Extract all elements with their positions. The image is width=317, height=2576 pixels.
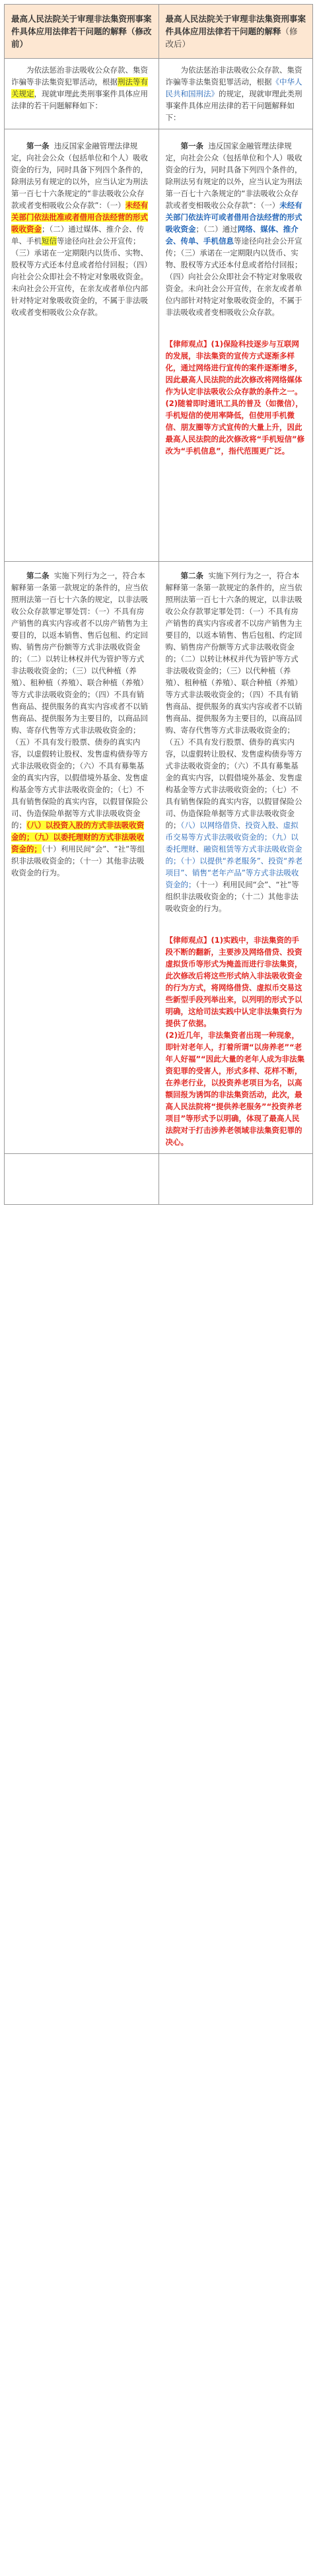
article-1-right-spacer bbox=[166, 457, 306, 556]
article-1-right-heading: 第一条 bbox=[180, 141, 203, 151]
intro-left-text: 为依法惩治非法吸收公众存款、集资诈骗等非法集资犯罪活动，根据 bbox=[11, 65, 148, 86]
intro-left-text-tail: ，现就审理此类刑事案件具体应用法律的若干问题解释如下： bbox=[11, 89, 148, 110]
trailing-left bbox=[5, 1154, 159, 1205]
article-1-left-highlight-2: 短信 bbox=[42, 236, 57, 246]
comparison-table bbox=[4, 4, 313, 1205]
intro-right bbox=[158, 59, 313, 129]
header-left-title: 最高人民法院关于审理非法集资刑事案件具体应用法律若干问题的解释（修改前） bbox=[11, 14, 152, 49]
header-right-title: 最高人民法院关于审理非法集资刑事案件具体应用法律若干问题的解释 bbox=[165, 14, 306, 36]
article-2-right-heading: 第二条 bbox=[180, 571, 203, 580]
intro-row bbox=[5, 59, 313, 129]
article-2-left-text-2: （十）利用民间“会”、“社”等组织非法吸收资金的；（十一）其他非法吸收资金的行为。 bbox=[11, 844, 145, 877]
intro-right-text-tail: 的规定，现就审理此类刑事案件具体应用法律的若干问题解释如下： bbox=[165, 89, 302, 122]
article-1-left-text-3: 等途径向社会公开宣传；（三）承诺在一定期限内以货币、实物、股权等方式还本付息或者给付回报；（四）向社会公众即社会不特定对象吸收资金。未向社会公开宣传，在亲友或者单位内部针对特定对象吸收资金的，不属于非法吸收或者变相吸收公众存款。 bbox=[11, 236, 148, 317]
article-2-left-text: 实施下列行为之一，符合本解释第一条第一款规定的条件的，应当依照刑法第一百七十六条的规定，以非法吸收公众存款罪定罪处罚：（一）不具有房产销售的真实内容或者不以房产销售为主要目的，以返本销售、售后包租、约定回购、销售房产份额等方式非法吸收资金的；（二）以转让林权并代为管护等方式非法吸收资金的；（三）以代种植（养殖）、租种植（养殖）、联合种植（养殖）等方式非法吸收资金的；（四）不具有销售商品、提供服务的真实内容或者不以销售商品、提供服务为主要目的，以商品回购、寄存代售等方式非法吸收资金的；（五）不具有发行股票、债券的真实内容，以虚假转让股权、发售虚构债券等方式非法吸收资金的；（六）不具有募集基金的真实内容，以假借境外基金、发售虚构基金等方式非法吸收资金的；（七）不具有销售保险的真实内容，以假冒保险公司、伪造保险单据等方式非法吸收资金的； bbox=[11, 571, 148, 830]
intro-left bbox=[5, 59, 159, 129]
article-1-row bbox=[5, 129, 313, 562]
article-1-right bbox=[158, 129, 313, 562]
article-2-row bbox=[5, 562, 313, 1154]
article-1-right-change-2: 网络、媒体、推介会、传单、手机信息 bbox=[165, 224, 299, 246]
article-1-right-text: 违反国家金融管理法律规定，向社会公众（包括单位和个人）吸收资金的行为，同时具备下列四个条件的，除刑法另有规定的以外，应当认定为刑法第一百七十六条规定的“非法吸收公众存款或者变相吸收公众存款”：（一） bbox=[165, 141, 302, 210]
article-2-lawyer-note-2: (2)近几年，非法集资者出现一种现象，即针对老年人，打着所谓“以房养老”“老年人好福”“因此大量的老年人成为非法集资犯罪的受害人，形式多样、花样不断，在养老行业，以投资养老项目为名，以高额回报为诱饵的非法集资活动，此次，最高人民法院将“提供养老服务”“投资养老项目”等形式予以明确，体现了最高人民法院对于打击涉养老领域非法集资犯罪的决心。 bbox=[165, 1031, 305, 1147]
intro-right-highlight: 《中华人民共和国刑法》 bbox=[165, 77, 302, 98]
article-1-lawyer-note-1: 【律师观点】(1)保险科技逐步与互联网的发展，非法集资的宣传方式逐渐多样化，通过网络进行宣传的案件逐渐增多，因此最高人民法院的此次修改将网络媒体作为认定非法吸收公众存款的条件之一。 bbox=[165, 339, 302, 396]
article-2-left-heading: 第二条 bbox=[26, 571, 50, 580]
article-1-right-text-2: ；（二）通过 bbox=[195, 224, 238, 234]
article-1-right-change-1: 未经有关部门依法许可或者借用合法经营的形式吸收资金 bbox=[165, 201, 302, 234]
article-1-left bbox=[5, 129, 159, 562]
article-2-right-text-2: （十一）利用民间“会”、“社”等组织非法吸收资金的；（十二）其他非法吸收资金的行为。 bbox=[165, 880, 299, 913]
article-2-lawyer-note-1: 【律师观点】(1)实践中，非法集资的手段不断的翻新，主要涉及网络借贷、投资虚拟货币等形式为掩盖而进行非法集资，此次修改后将这些形式纳入非法吸收资金的行为方式，将网络借贷、虚拟币交易这些新型手段列举出来，以列明的形式予以明确，这给司法实践中认定非法集资行为提供了依据。 bbox=[165, 935, 302, 1028]
intro-left-highlight: 刑法等有关规定 bbox=[11, 77, 148, 98]
article-2-right bbox=[158, 562, 313, 1154]
trailing-row bbox=[5, 1154, 313, 1205]
article-1-left-text-2: ；（二）通过媒体、推介会、传单、手机 bbox=[11, 224, 145, 246]
article-2-right-text: 实施下列行为之一，符合本解释第一条第一款规定的条件的，应当依照刑法第一百七十六条的规定，以非法吸收公众存款罪定罪处罚：（一）不具有房产销售的真实内容或者不以房产销售为主要目的，以返本销售、售后包租、约定回购、销售房产份额等方式非法吸收资金的；（二）以转让林权并代为管护等方式非法吸收资金的；（三）以代种植（养殖）、租种植（养殖）、联合种植（养殖）等方式非法吸收资金的；（四）不具有销售商品、提供服务的真实内容或者不以销售商品、提供服务为主要目的，以商品回购、寄存代售等方式非法吸收资金的；（五）不具有发行股票、债券的真实内容，以虚假转让股权、发售虚构债券等方式非法吸收资金的；（六）不具有募集基金的真实内容，以假借境外基金、发售虚构基金等方式非法吸收资金的；（七）不具有销售保险的真实内容，以假冒保险公司、伪造保险单据等方式非法吸收资金的； bbox=[165, 571, 302, 830]
article-1-left-heading: 第一条 bbox=[26, 141, 50, 151]
table-header-row bbox=[5, 5, 313, 59]
header-left bbox=[5, 5, 159, 59]
article-1-left-highlight-1: 未经有关部门依法批准或者借用合法经营的形式吸收资金 bbox=[11, 201, 149, 234]
article-1-right-text-3: 等途径向社会公开宣传；（三）承诺在一定期限内以货币、实物、股权等方式还本付息或者给付回报；（四）向社会公众即社会不特定对象吸收资金。未向社会公开宣传，在亲友或者单位内部针对特定对象吸收资金的，不属于非法吸收或者变相吸收公众存款。 bbox=[165, 236, 302, 317]
trailing-right bbox=[158, 1154, 313, 1205]
article-1-left-text: 违反国家金融管理法律规定，向社会公众（包括单位和个人）吸收资金的行为，同时具备下列四个条件的，除刑法另有规定的以外，应当认定为刑法第一百七十六条规定的“非法吸收公众存款或者变相吸收公众存款”：（一） bbox=[11, 141, 148, 210]
article-2-right-change: （八）以网络借贷、投资入股、虚拟币交易等方式非法吸收资金的；（九）以委托理财、融资租赁等方式非法吸收资金的；（十）以提供“养老服务”、投资“养老项目”、销售“老年产品”等方式非法吸收资金的； bbox=[165, 821, 303, 889]
header-right-sub: （修改后） bbox=[165, 26, 298, 49]
intro-right-text: 为依法惩治非法吸收公众存款、集资诈骗等非法集资犯罪活动，根据 bbox=[165, 65, 302, 86]
article-2-left bbox=[5, 562, 159, 1154]
header-right bbox=[158, 5, 313, 59]
article-2-left-highlight: （八）以投资入股的方式非法吸收资金的；（九）以委托理财的方式非法吸收资金的； bbox=[11, 821, 145, 854]
article-1-lawyer-note-2: (2)随着即时通讯工具的普及（如微信），手机短信的使用率降低，但使用手机微信、朋友圈等方式宣传的大量上升，因此最高人民法院的此次修改将“手机短信”修改为“手机信息”，指代范围更广泛。 bbox=[165, 399, 305, 456]
